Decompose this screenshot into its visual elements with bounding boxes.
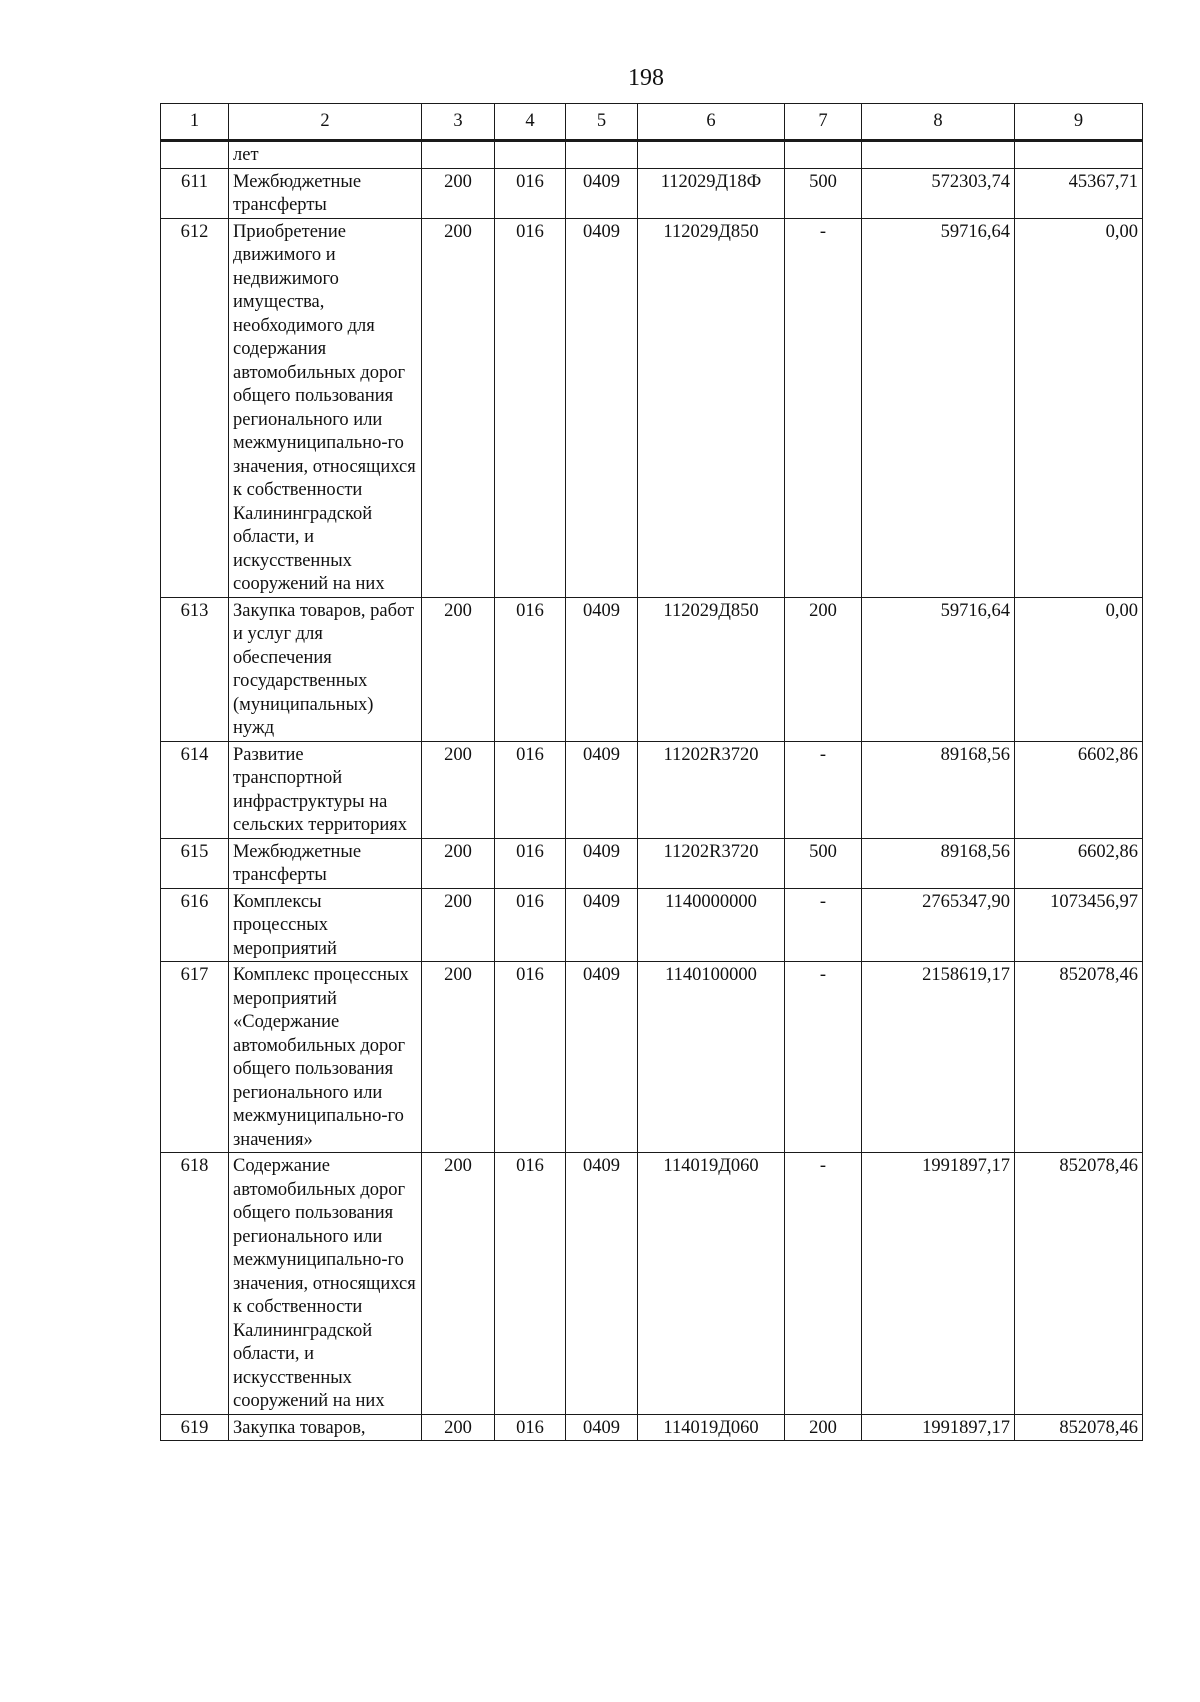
cell-col7: 200: [785, 1414, 862, 1441]
continuation-row: [161, 141, 1143, 169]
cell-col6: 114019Д060: [638, 1414, 785, 1441]
cell-col7: [785, 141, 862, 169]
cell-col5: 0409: [566, 741, 638, 838]
cell-col6: 1140000000: [638, 888, 785, 962]
cell-col4: 016: [495, 1414, 566, 1441]
row-number: 614: [161, 741, 229, 838]
cell-col6: 114019Д060: [638, 1153, 785, 1415]
cell-col5: 0409: [566, 838, 638, 888]
table-row: [161, 1414, 1143, 1441]
cell-col8: 59716,64: [862, 218, 1015, 597]
cell-col4: [495, 141, 566, 169]
column-number: 5: [566, 104, 638, 141]
cell-col4: 016: [495, 597, 566, 741]
cell-col4: 016: [495, 888, 566, 962]
cell-col8: [862, 141, 1015, 169]
cell-col9: 852078,46: [1015, 962, 1143, 1153]
cell-col3: [422, 141, 495, 169]
column-number: 3: [422, 104, 495, 141]
cell-col7: 500: [785, 838, 862, 888]
cell-col7: -: [785, 888, 862, 962]
row-number: 618: [161, 1153, 229, 1415]
row-number: 612: [161, 218, 229, 597]
cell-col3: 200: [422, 888, 495, 962]
row-name: Закупка товаров, работ и услуг для обеспечения государственных (муниципальных) нужд: [229, 597, 422, 741]
cell-col3: 200: [422, 218, 495, 597]
budget-table: [160, 103, 1143, 1441]
cell-col3: 200: [422, 1414, 495, 1441]
cell-col9: 1073456,97: [1015, 888, 1143, 962]
cell-col5: 0409: [566, 168, 638, 218]
cell-col6: 112029Д18Ф: [638, 168, 785, 218]
cell-col3: 200: [422, 597, 495, 741]
column-number: 4: [495, 104, 566, 141]
row-name: Комплекс процессных мероприятий «Содержание автомобильных дорог общего пользования регионального или межмуниципально-го значения»: [229, 962, 422, 1153]
cell-col7: -: [785, 962, 862, 1153]
row-name: Развитие транспортной инфраструктуры на сельских территориях: [229, 741, 422, 838]
table-row: [161, 218, 1143, 597]
cell-col8: 1991897,17: [862, 1414, 1015, 1441]
cell-col6: 11202R3720: [638, 838, 785, 888]
row-number: 615: [161, 838, 229, 888]
cell-col9: 45367,71: [1015, 168, 1143, 218]
cell-col7: -: [785, 1153, 862, 1415]
row-name: Межбюджетные трансферты: [229, 838, 422, 888]
cell-col4: 016: [495, 962, 566, 1153]
cell-col9: 0,00: [1015, 597, 1143, 741]
cell-col4: 016: [495, 838, 566, 888]
cell-col5: 0409: [566, 888, 638, 962]
row-number: 619: [161, 1414, 229, 1441]
cell-col3: 200: [422, 838, 495, 888]
cell-col3: 200: [422, 741, 495, 838]
cell-col3: 200: [422, 168, 495, 218]
cell-col9: 6602,86: [1015, 838, 1143, 888]
column-number: 8: [862, 104, 1015, 141]
cell-col5: 0409: [566, 597, 638, 741]
row-name: Приобретение движимого и недвижимого имущества, необходимого для содержания автомобильных дорог общего пользования регионального или межмуниципально-го значения, относящихся к собственности Калининградской области, и искусственных сооружений на них: [229, 218, 422, 597]
cell-col6: 112029Д850: [638, 218, 785, 597]
table-row: [161, 962, 1143, 1153]
cell-col6: 1140100000: [638, 962, 785, 1153]
cell-col9: 852078,46: [1015, 1414, 1143, 1441]
table-row: [161, 1153, 1143, 1415]
cell-col8: 59716,64: [862, 597, 1015, 741]
row-number: 616: [161, 888, 229, 962]
cell-col8: 89168,56: [862, 741, 1015, 838]
cell-col7: 200: [785, 597, 862, 741]
column-number: 1: [161, 104, 229, 141]
cell-col8: 2765347,90: [862, 888, 1015, 962]
cell-col6: [638, 141, 785, 169]
cell-col7: -: [785, 741, 862, 838]
cell-col5: 0409: [566, 1414, 638, 1441]
cell-col9: 6602,86: [1015, 741, 1143, 838]
cell-col7: 500: [785, 168, 862, 218]
cell-col5: [566, 141, 638, 169]
cell-col7: -: [785, 218, 862, 597]
cell-col8: 1991897,17: [862, 1153, 1015, 1415]
cell-col8: 89168,56: [862, 838, 1015, 888]
table-row: [161, 597, 1143, 741]
table-row: [161, 888, 1143, 962]
table-row: [161, 168, 1143, 218]
column-number: 2: [229, 104, 422, 141]
cell-col4: 016: [495, 168, 566, 218]
cell-col4: 016: [495, 218, 566, 597]
row-name: Межбюджетные трансферты: [229, 168, 422, 218]
cell-col6: 112029Д850: [638, 597, 785, 741]
cell-col8: 2158619,17: [862, 962, 1015, 1153]
cell-col9: 852078,46: [1015, 1153, 1143, 1415]
row-number: 613: [161, 597, 229, 741]
row-number: [161, 141, 229, 169]
row-name: Закупка товаров,: [229, 1414, 422, 1441]
cell-col3: 200: [422, 962, 495, 1153]
row-name: Содержание автомобильных дорог общего пользования регионального или межмуниципально-го значения, относящихся к собственности Калининградской области, и искусственных сооружений на них: [229, 1153, 422, 1415]
cell-col6: 11202R3720: [638, 741, 785, 838]
page-number: 198: [628, 65, 664, 91]
row-number: 617: [161, 962, 229, 1153]
cell-col9: [1015, 141, 1143, 169]
cell-col4: 016: [495, 1153, 566, 1415]
cell-col8: 572303,74: [862, 168, 1015, 218]
row-number: 611: [161, 168, 229, 218]
cell-col5: 0409: [566, 1153, 638, 1415]
row-name: Комплексы процессных мероприятий: [229, 888, 422, 962]
cell-col9: 0,00: [1015, 218, 1143, 597]
cell-col5: 0409: [566, 962, 638, 1153]
cell-col5: 0409: [566, 218, 638, 597]
cell-col3: 200: [422, 1153, 495, 1415]
table-row: [161, 741, 1143, 838]
cell-col4: 016: [495, 741, 566, 838]
column-number: 7: [785, 104, 862, 141]
column-number-row: [161, 104, 1143, 141]
table-row: [161, 838, 1143, 888]
column-number: 9: [1015, 104, 1143, 141]
column-number: 6: [638, 104, 785, 141]
row-name: лет: [229, 141, 422, 169]
